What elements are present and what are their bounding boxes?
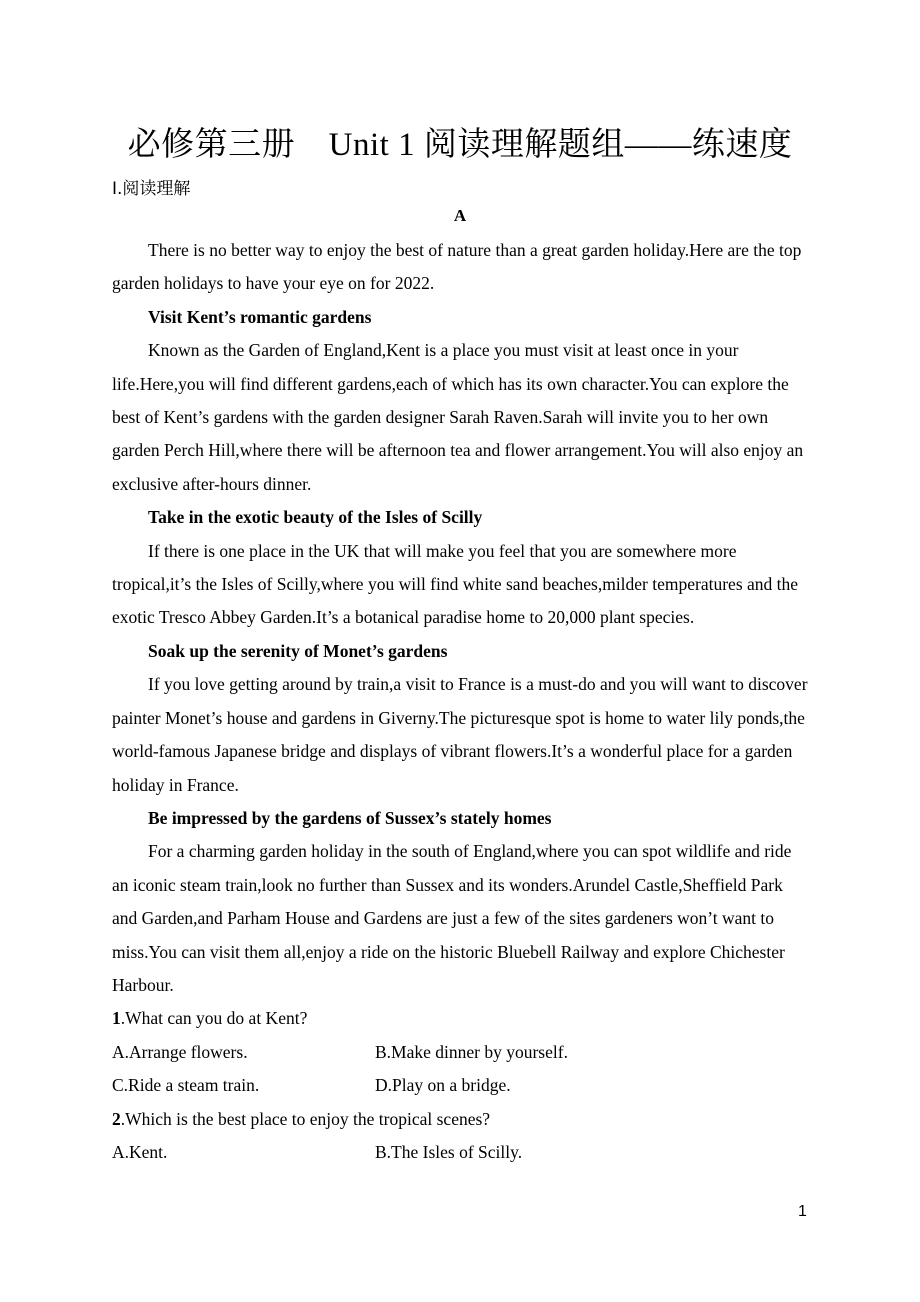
paragraph-kent: Known as the Garden of England,Kent is a place you must visit at least once in your life.Here,you will find different gardens,each of which has its own character.You can explore the best of Kent’s gardens with the garden designer Sarah Raven.Sarah will invite you to her own garden Perch Hill,where there will be afternoon tea and flower arrangement.You will also enjoy an exclusive after-hours dinner.: [112, 340, 804, 494]
page-number: 1: [798, 1203, 807, 1220]
paragraph-monet: If you love getting around by train,a visit to France is a must-do and you will want to discover painter Monet’s house and gardens in Giverny.The picturesque spot is home to water lily ponds,the world-famous Japanese bridge and displays of vibrant flowers.It’s a wonderful place for a garden holiday in France.: [112, 674, 808, 795]
question-number: 1: [112, 1008, 121, 1029]
question-number: 2: [112, 1108, 121, 1129]
subheading-kent: Visit Kent’s romantic gardens: [148, 306, 372, 327]
paragraph-sussex: For a charming garden holiday in the south of England,where you can spot wildlife and ride an iconic steam train,look no further than Sussex and its wonders.Arundel Castle,Sheffield Park and Garden,and Parham House and Gardens are just a few of the sites gardeners won’t want to miss.You can visit them all,enjoy a ride on the historic Bluebell Railway and explore Chichester Harbour.: [112, 841, 792, 995]
option-a: A.Kent.: [112, 1141, 168, 1162]
question-text: .What can you do at Kent?: [120, 1008, 308, 1029]
subheading-scilly: Take in the exotic beauty of the Isles of Scilly: [148, 507, 483, 528]
page-title: 必修第三册 Unit 1 阅读理解题组——练速度: [127, 127, 793, 163]
subheading-monet: Soak up the serenity of Monet’s gardens: [148, 640, 448, 661]
section-heading: Ⅰ.阅读理解: [112, 179, 191, 199]
intro-paragraph: There is no better way to enjoy the best of nature than a great garden holiday.Here are the top garden holidays to have your eye on for 2022.: [112, 240, 802, 294]
option-b: B.Make dinner by yourself.: [375, 1041, 568, 1062]
option-a: A.Arrange flowers.: [112, 1041, 248, 1062]
passage-body: [112, 234, 809, 1169]
options-row: [112, 1036, 809, 1069]
question-text: .Which is the best place to enjoy the tropical scenes?: [120, 1108, 491, 1129]
question-1: [112, 1002, 809, 1035]
subheading-sussex: Be impressed by the gardens of Sussex’s stately homes: [148, 807, 552, 828]
option-b: B.The Isles of Scilly.: [375, 1141, 523, 1162]
option-d: D.Play on a bridge.: [375, 1075, 511, 1096]
option-c: C.Ride a steam train.: [112, 1075, 260, 1096]
options-row: [112, 1069, 809, 1102]
options-row: [112, 1136, 809, 1169]
passage-label: A: [453, 206, 467, 225]
paragraph-scilly: If there is one place in the UK that will make you feel that you are somewhere more tropical,it’s the Isles of Scilly,where you will find white sand beaches,milder temperatures and the exotic Tresco Abbey Garden.It’s a botanical paradise home to 20,000 plant species.: [112, 540, 799, 628]
question-2: [112, 1103, 809, 1136]
